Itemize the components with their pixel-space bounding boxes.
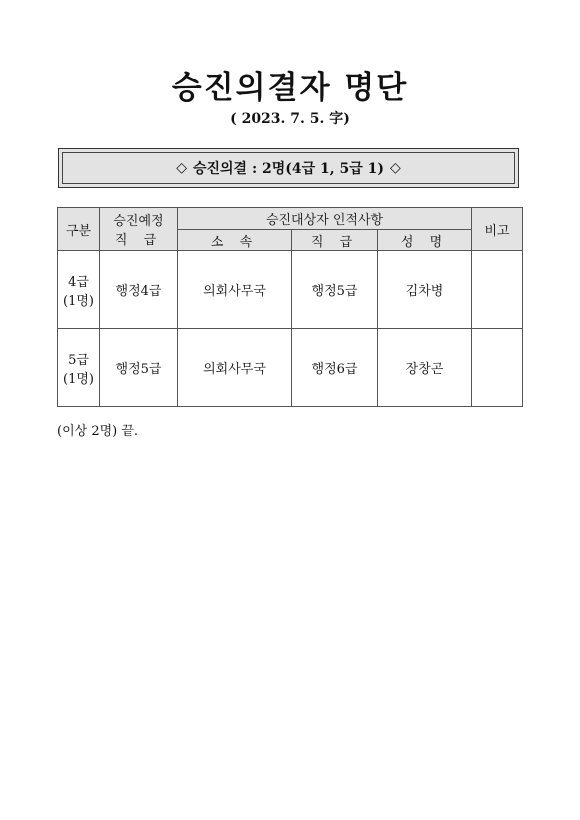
grade-count: (1명) [63,293,94,309]
affiliation-cell: 의회사무국 [178,251,292,329]
rank-cell: 행정5급 [292,251,378,329]
summary-text: 승진의결 : 2명(4급 1, 5급 1) [192,161,385,177]
grade-label: 4급 [68,274,89,290]
header-category: 구분 [58,208,100,251]
header-planned-rank-line2: 직 급 [114,233,163,248]
header-personnel-group: 승진대상자 인적사항 [178,208,472,230]
closing-note: (이상 2명) 끝. [57,424,139,439]
header-name: 성 명 [378,230,472,251]
summary-box [58,148,519,188]
grade-cell [58,251,100,329]
planned-rank-cell: 행정4급 [100,251,178,329]
planned-rank-cell: 행정5급 [100,329,178,407]
document-title: 승진의결자 명단 [171,70,409,106]
name-cell: 장창곤 [378,329,472,407]
header-affiliation: 소 속 [178,230,292,251]
header-planned-rank [100,208,178,251]
remarks-cell [472,329,523,407]
rank-cell: 행정6급 [292,329,378,407]
grade-label: 5급 [68,352,89,368]
affiliation-cell: 의회사무국 [178,329,292,407]
grade-cell [58,329,100,407]
document-date: ( 2023. 7. 5. 字) [230,111,350,127]
header-remarks: 비고 [472,208,523,251]
table-row [58,251,523,329]
header-rank: 직 급 [292,230,378,251]
header-planned-rank-line1: 승진예정 [113,214,164,229]
table-row [58,329,523,407]
diamond-icon: ◇ [176,160,187,176]
promotion-table [57,207,523,407]
diamond-icon: ◇ [390,160,401,176]
remarks-cell [472,251,523,329]
grade-count: (1명) [63,371,94,387]
name-cell: 김차병 [378,251,472,329]
